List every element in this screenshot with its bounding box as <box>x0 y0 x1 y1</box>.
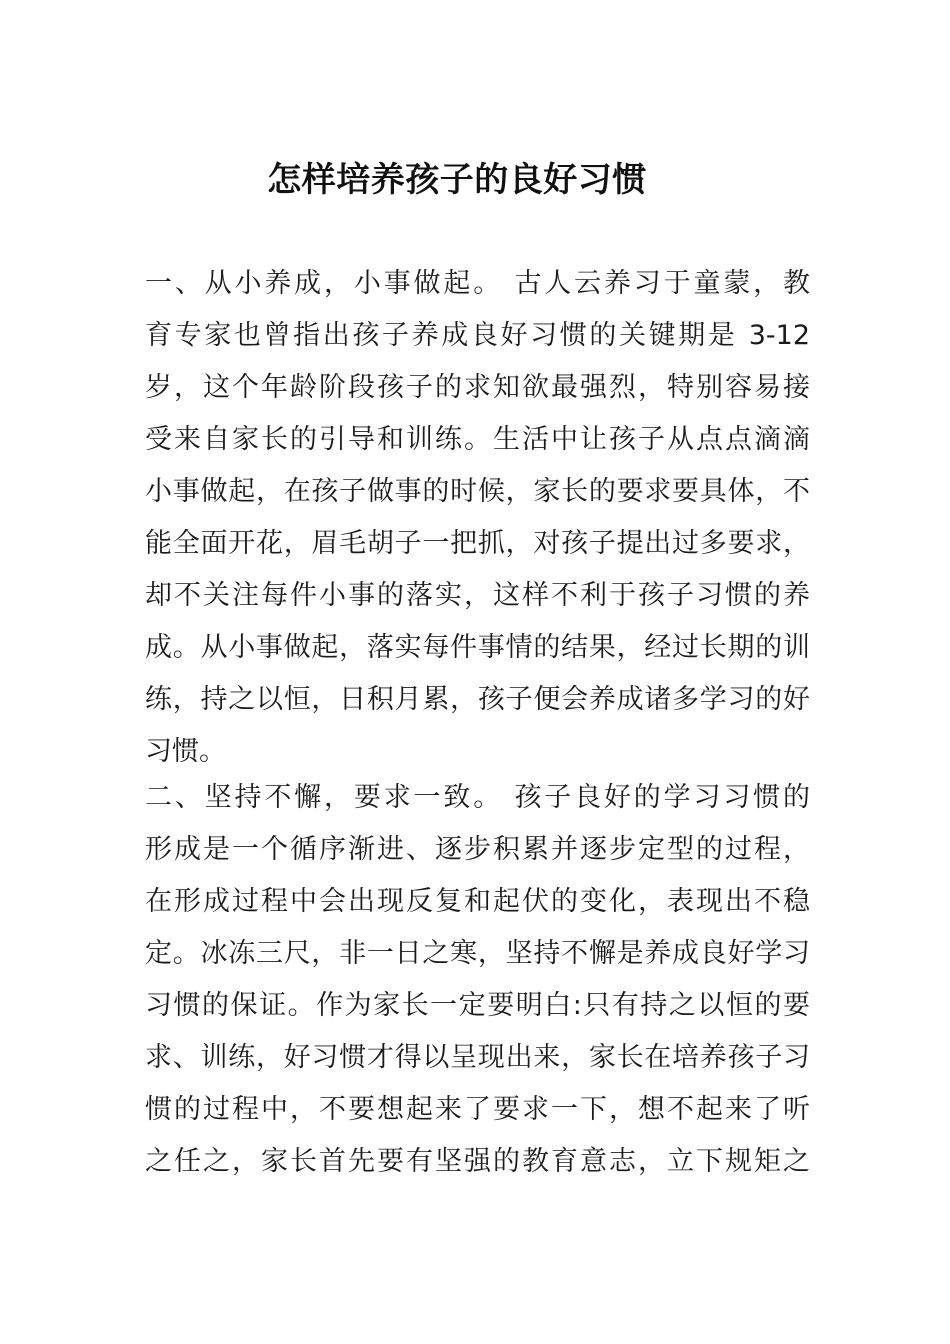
paragraph-line: 成。从小事做起，落实每件事情的结果，经过长期的训 <box>145 632 810 663</box>
paragraph-line: 岁，这个年龄阶段孩子的求知欲最强烈，特别容易接 <box>145 372 810 403</box>
paragraph-line: 求、训练，好习惯才得以呈现出来，家长在培养孩子习 <box>145 1042 810 1073</box>
paragraph-line: 在形成过程中会出现反复和起伏的变化，表现出不稳 <box>145 886 810 917</box>
paragraph-line: 受来自家长的引导和训练。生活中让孩子从点点滴滴 <box>145 424 810 455</box>
paragraph-line: 能全面开花，眉毛胡子一把抓，对孩子提出过多要求， <box>145 528 810 559</box>
paragraph-line: 练，持之以恒，日积月累，孩子便会养成诸多学习的好 <box>145 684 810 715</box>
paragraph-line: 惯的过程中，不要想起来了要求一下，想不起来了听 <box>145 1094 810 1125</box>
paragraph-line: 之任之，家长首先要有坚强的教育意志，立下规矩之 <box>145 1146 810 1177</box>
paragraph-line: 定。冰冻三尺，非一日之寒，坚持不懈是养成良好学习 <box>145 938 810 969</box>
paragraph-line: 小事做起，在孩子做事的时候，家长的要求要具体，不 <box>145 476 810 507</box>
paragraph-line: 一、从小养成，小事做起。 古人云养习于童蒙，教 <box>145 268 810 299</box>
paragraph-line: 形成是一个循序渐进、逐步积累并逐步定型的过程， <box>145 834 810 865</box>
paragraph-line: 习惯。 <box>145 736 226 767</box>
paragraph-line: 习惯的保证。作为家长一定要明白:只有持之以恒的要 <box>145 990 810 1021</box>
paragraph-line: 却不关注每件小事的落实，这样不利于孩子习惯的养 <box>145 580 810 611</box>
paragraph-line: 二、坚持不懈，要求一致。 孩子良好的学习习惯的 <box>145 782 810 813</box>
document-title: 怎样培养孩子的良好习惯 <box>267 160 647 200</box>
paragraph-1 <box>145 258 810 778</box>
paragraph-line: 育专家也曾指出孩子养成良好习惯的关键期是 3-12 <box>145 320 810 351</box>
paragraph-2 <box>145 772 810 1188</box>
